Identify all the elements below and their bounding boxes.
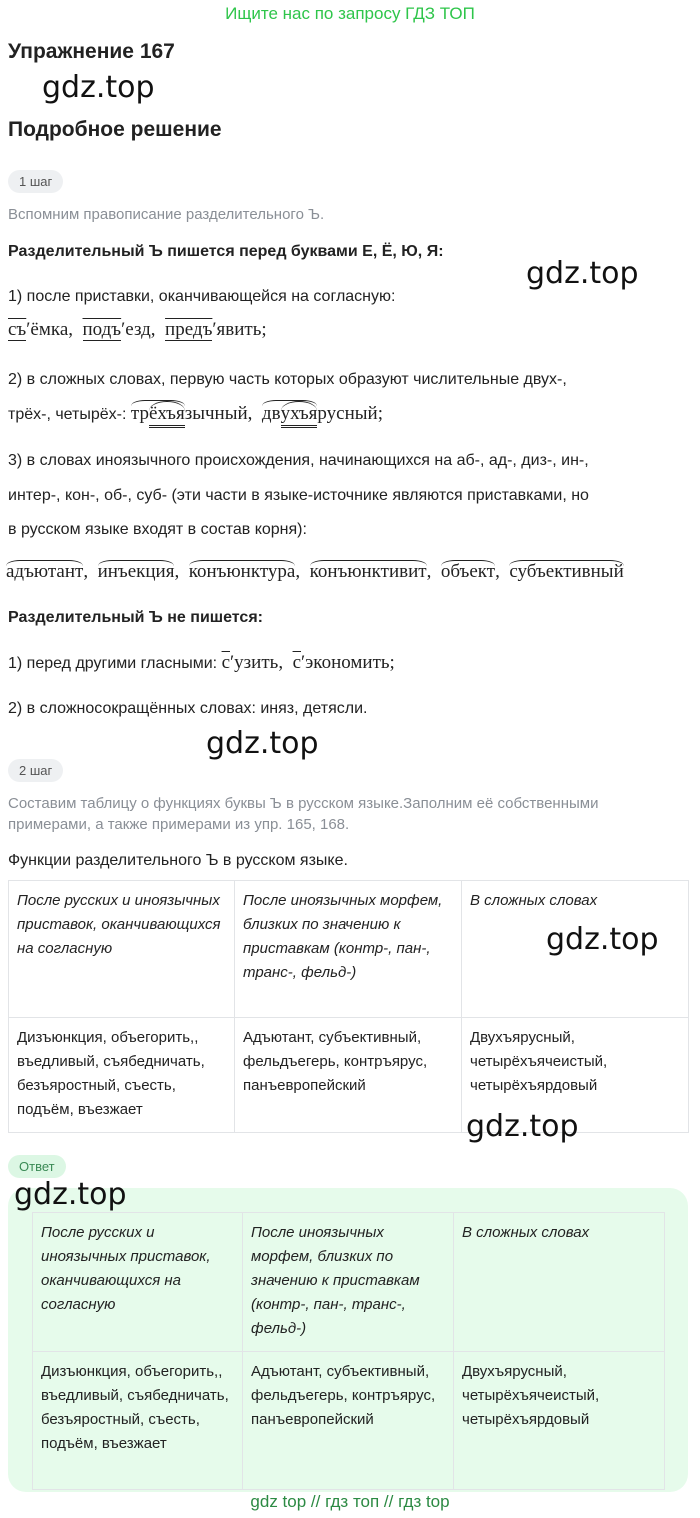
example-word: явить — [216, 319, 262, 340]
example-line: трёх-, четырёх-: трёхъязычный, двухъярусный; — [8, 400, 383, 428]
page-title: Упражнение 167 — [8, 40, 175, 63]
footer-links[interactable]: gdz top // гдз топ // гдз top — [250, 1492, 450, 1511]
example-word: ёмка — [30, 319, 69, 340]
watermark: gdz.top — [42, 70, 155, 105]
table-header-cell: После русских и иноязычных приставок, оканчивающихся на согласную — [33, 1213, 243, 1352]
rule-item: 1) перед другими гласными: — [8, 655, 218, 672]
example-word: зычный — [184, 403, 248, 424]
answer-badge: Ответ — [8, 1155, 66, 1178]
table-cell: Двухъярусный, четырёхъячеистый, четырёхъярдовый — [462, 1018, 689, 1133]
root-brace: трёхъя — [131, 400, 185, 428]
table-header-cell: После иноязычных морфем, близких по значению к приставкам (контр-, пан-, транс-, фельд-) — [243, 1213, 454, 1352]
root-word: субъективный — [509, 561, 624, 582]
rule-item: в русском языке входят в состав корня): — [8, 521, 307, 538]
step-intro: Составим таблицу о функциях буквы Ъ в русском языке.Заполним её собственными примерами, а также примерами из упр. 165, 168. — [8, 795, 599, 833]
rule-item: 1) после приставки, оканчивающейся на согласную: — [8, 288, 396, 305]
table-cell: Дизъюнкция, объегорить,, въедливый, съябедничать, безъяростный, съесть, подъём, въезжает — [33, 1352, 243, 1490]
rule-item: интер-, кон-, об-, суб- (эти части в языке-источнике являются приставками, но — [8, 487, 589, 504]
root-word: адъютант — [6, 561, 84, 582]
watermark: gdz.top — [466, 1109, 579, 1144]
watermark: gdz.top — [546, 922, 659, 957]
table-cell: Адъютант, субъективный, фельдъегерь, контръярус, панъевропейский — [235, 1018, 462, 1133]
table-cell: Двухъярусный, четырёхъячеистый, четырёхъярдовый — [454, 1352, 665, 1490]
table-header-cell: В сложных словах — [462, 881, 689, 1018]
table-header-cell: После иноязычных морфем, близких по значению к приставкам (контр-, пан-, транс-, фельд-) — [235, 881, 462, 1018]
table-cell: Дизъюнкция, объегорить,, въедливый, съябедничать, безъяростный, съесть, подъём, въезжает — [9, 1018, 235, 1133]
example-word: езд — [125, 319, 151, 340]
top-banner-link[interactable]: Ищите нас по запросу ГДЗ ТОП — [225, 4, 475, 23]
step-badge: 2 шаг — [8, 759, 63, 782]
table-cell: Адъютант, субъективный, фельдъегерь, контръярус, панъевропейский — [243, 1352, 454, 1490]
root-brace: двухъя — [262, 400, 317, 428]
root-word: конъюнктивит — [309, 561, 427, 582]
table-header-cell: После русских и иноязычных приставок, оканчивающихся на согласную — [9, 881, 235, 1018]
example-word: узить — [234, 652, 279, 673]
table-title: Функции разделительного Ъ в русском языке. — [8, 852, 348, 869]
rule-heading: Разделительный Ъ не пишется: — [8, 609, 263, 626]
example-word: экономить — [305, 652, 390, 673]
prefix-mark: съ — [8, 319, 27, 340]
watermark: gdz.top — [14, 1177, 127, 1212]
rule-heading: Разделительный Ъ пишется перед буквами Е, Ё, Ю, Я: — [8, 243, 444, 260]
prefix-mark: подъ — [82, 319, 122, 340]
root-word: объект — [440, 561, 496, 582]
step-badge: 1 шаг — [8, 170, 63, 193]
example-line: съ′ёмка, подъ′езд, предъ′явить; — [8, 319, 267, 340]
section-title: Подробное решение — [8, 118, 222, 141]
prefix-mark: с — [292, 652, 301, 673]
functions-table — [8, 880, 689, 1133]
root-word: инъекция — [97, 561, 175, 582]
example-line: 1) перед другими гласными: с′узить, с′экономить; — [8, 652, 395, 673]
rule-item: трёх-, четырёх-: — [8, 406, 127, 423]
watermark: gdz.top — [526, 256, 639, 291]
watermark: gdz.top — [206, 726, 319, 761]
rule-item: 3) в словах иноязычного происхождения, начинающихся на аб-, ад-, диз-, ин-, — [8, 452, 589, 469]
example-line: адъютант, инъекция, конъюнктура, конъюнктивит, объект, субъективный — [6, 561, 624, 582]
table-header-cell: В сложных словах — [454, 1213, 665, 1352]
rule-item: 2) в сложносокращённых словах: иняз, детясли. — [8, 700, 368, 717]
answer-table — [32, 1212, 665, 1490]
rule-item: 2) в сложных словах, первую часть которых образуют числительные двух-, — [8, 371, 567, 388]
prefix-mark: предъ — [165, 319, 213, 340]
example-word: русный — [317, 403, 378, 424]
prefix-mark: с — [221, 652, 230, 673]
root-word: конъюнктура — [188, 561, 296, 582]
step-intro: Вспомним правописание разделительного Ъ. — [8, 206, 325, 223]
